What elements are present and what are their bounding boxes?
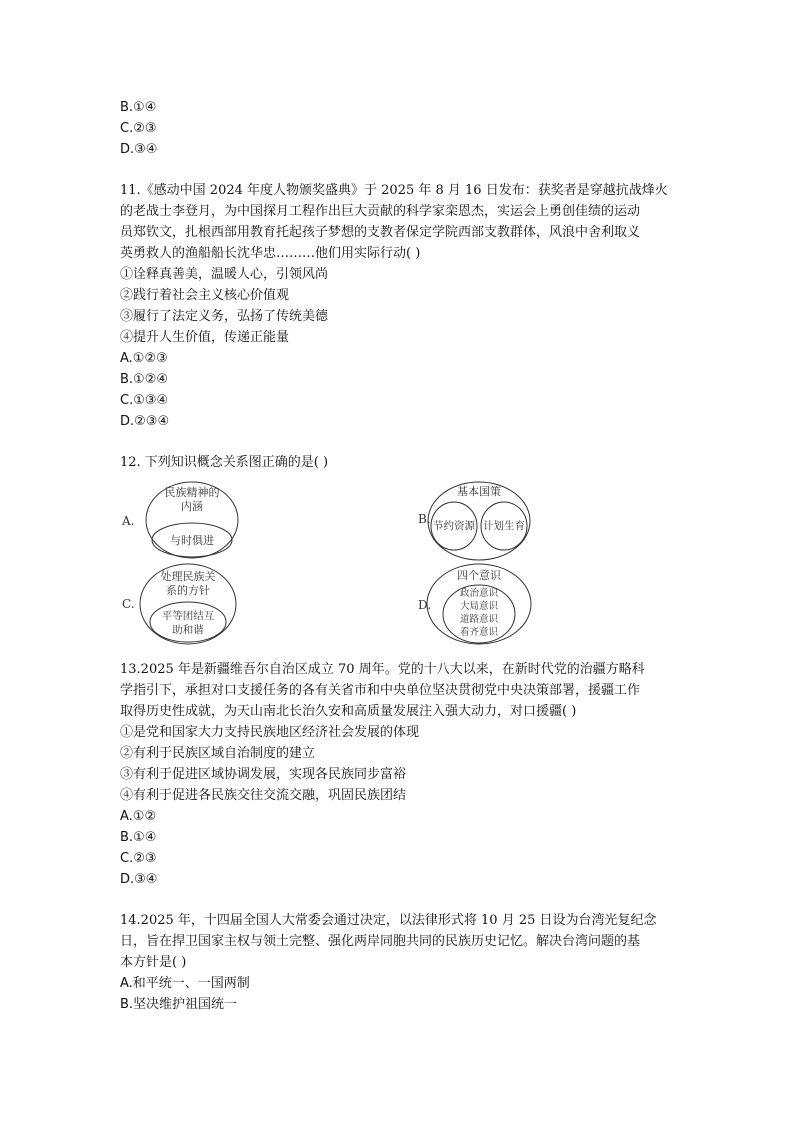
q11-stem-line-2: 的老战士李登月，为中国探月工程作出巨大贡献的科学家栾恩杰，实运会上勇创佳绩的运动 <box>120 204 641 219</box>
option-c: C.②③ <box>120 121 157 136</box>
q11-option-d: D.②③④ <box>120 414 170 429</box>
q11-statement-4: ④提升人生价值，传递正能量 <box>120 330 290 345</box>
q11-stem-line-4: 英勇救人的渔船船长沈华忠………他们用实际行动( ) <box>120 246 421 261</box>
diagram-c <box>122 564 236 644</box>
q14-stem-line-3: 本方针是( ) <box>120 955 187 970</box>
option-b: B.①④ <box>120 100 157 115</box>
option-d: D.③④ <box>120 142 158 157</box>
diagram-d-letter: D. <box>418 598 432 612</box>
diagram-d-inner-line-3: 道路意识 <box>459 614 499 625</box>
diagram-a <box>121 482 238 558</box>
diagram-a-letter: A. <box>122 514 135 528</box>
q14-stem-line-2: 日，旨在捍卫国家主权与领土完整、强化两岸同胞共同的民族历史记忆。解决台湾问题的基 <box>120 934 641 949</box>
diagram-d-outer: 四个意识 <box>457 569 501 582</box>
q13-statement-1: ①是党和国家大力支持民族地区经济社会发展的体现 <box>120 725 420 740</box>
q12-diagrams <box>118 478 558 648</box>
diagram-b-inner-right: 计划生育 <box>483 520 525 532</box>
q11-option-b: B.①②④ <box>120 372 169 387</box>
q13-option-b: B.①④ <box>120 830 157 845</box>
diagram-b-inner-left: 节约资源 <box>433 520 475 532</box>
diagram-b-letter: B. <box>418 512 431 526</box>
q12-stem: 12. 下列知识概念关系图正确的是( ) <box>120 455 329 470</box>
diagram-d <box>418 564 531 644</box>
q13-option-a: A.①② <box>120 809 157 824</box>
diagram-d-inner-line-4: 看齐意识 <box>459 627 499 638</box>
diagram-a-outer-line-1: 民族精神的 <box>164 486 220 499</box>
q13-statement-3: ③有利于促进区域协调发展，实现各民族同步富裕 <box>120 767 407 782</box>
diagram-a-inner: 与时俱进 <box>170 534 214 547</box>
q14-option-a: A.和平统一、一国两制 <box>120 976 250 991</box>
q13-option-c: C.②③ <box>120 851 157 866</box>
q11-statement-2: ②践行着社会主义核心价值观 <box>120 288 290 303</box>
q13-statement-2: ②有利于民族区域自治制度的建立 <box>120 746 316 761</box>
diagram-c-outer-line-1: 处理民族关 <box>160 570 216 583</box>
q11-statement-3: ③履行了法定义务，弘扬了传统美德 <box>120 309 329 324</box>
q13-stem-line-1: 13.2025 年是新疆维吾尔自治区成立 70 周年。党的十八大以来，在新时代党的治疆方略科 <box>120 662 645 677</box>
diagram-d-inner-line-1: 政治意识 <box>459 588 499 599</box>
q11-stem-line-1: 11.《感动中国 2024 年度人物颁奖盛典》于 2025 年 8 月 16 日发布：获奖者是穿越抗战烽火 <box>120 183 668 198</box>
diagram-c-outer-line-2: 系的方针 <box>166 584 210 597</box>
diagram-d-inner-line-2: 大局意识 <box>459 601 499 612</box>
q14-stem-line-1: 14.2025 年，十四届全国人大常委会通过决定，以法律形式将 10 月 25 日设为台湾光复纪念 <box>120 913 657 928</box>
diagram-b-outer: 基本国策 <box>457 485 501 498</box>
diagram-c-inner-line-1: 平等团结互 <box>161 610 215 622</box>
q11-option-a: A.①②③ <box>120 351 168 366</box>
diagram-c-letter: C. <box>122 597 135 611</box>
q13-stem-line-3: 取得历史性成就，为天山南北长治久安和高质量发展注入强大动力，对口援疆( ) <box>120 704 577 719</box>
q13-statement-4: ④有利于促进各民族交往交流交融，巩固民族团结 <box>120 788 407 803</box>
q11-option-c: C.①③④ <box>120 393 169 408</box>
q14-option-b: B.坚决维护祖国统一 <box>120 997 238 1012</box>
diagram-c-inner-line-2: 助和谐 <box>172 624 204 636</box>
diagram-a-outer-line-2: 内涵 <box>181 500 203 513</box>
diagram-b <box>418 482 530 560</box>
q13-stem-line-2: 学指引下，承担对口支援任务的各有关省市和中央单位坚决贯彻党中央决策部署，援疆工作 <box>120 683 641 698</box>
q13-option-d: D.③④ <box>120 872 158 887</box>
q11-statement-1: ①诠释真善美，温暖人心，引领风尚 <box>120 267 329 282</box>
q11-stem-line-3: 员郑钦文，扎根西部用教育托起孩子梦想的支教者保定学院西部支教群体，风浪中舍利取义 <box>120 225 641 240</box>
